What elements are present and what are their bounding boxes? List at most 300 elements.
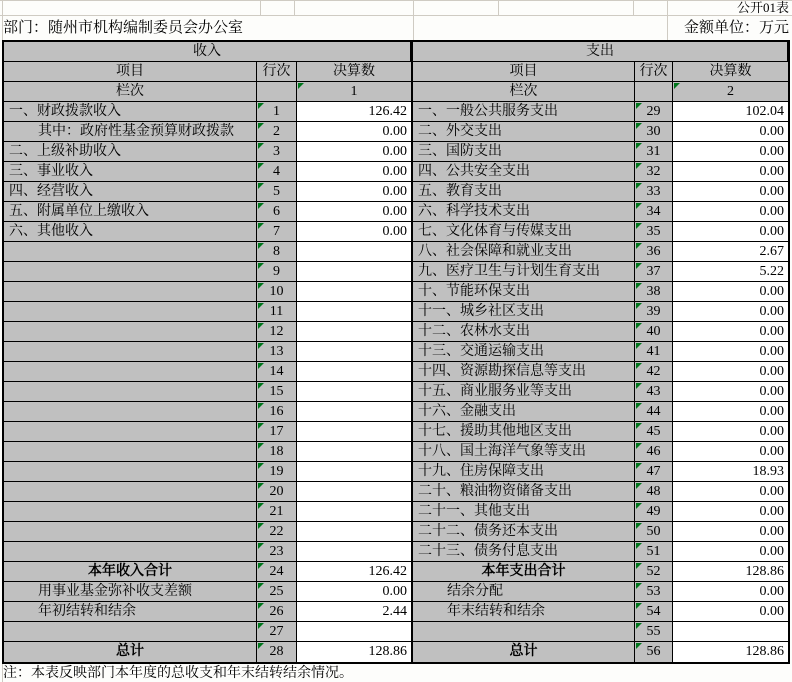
income-item-cell[interactable]: 四、经营收入 [4,182,257,202]
expense-line-number-cell[interactable] [635,462,673,482]
cell-error-indicator-icon [636,303,642,309]
line-number-text: 49 [646,504,661,519]
amount-unit-label: 金额单位：万元 [683,20,789,36]
income-item-cell[interactable] [4,622,257,642]
expense-amount-cell[interactable]: 5.22 [673,262,788,282]
expense-item-cell[interactable]: 二十二、债务还本支出 [413,522,635,542]
expense-amount-cell[interactable]: 0.00 [673,342,788,362]
line-number-text: 27 [269,624,284,639]
expense-item-cell[interactable]: 十四、资源勘探信息等支出 [413,362,635,382]
line-number-text: 41 [646,344,661,359]
cell-error-indicator-icon [258,643,264,649]
line-number-text: 17 [269,424,284,439]
expense-line-number-cell[interactable] [635,102,673,122]
gridline [413,0,414,40]
income-line-number-cell[interactable] [257,282,297,302]
expense-line-number-cell[interactable] [635,242,673,262]
income-item-cell[interactable] [4,302,257,322]
expense-item-cell[interactable]: 二、外交支出 [413,122,635,142]
income-amount-cell[interactable] [297,282,411,302]
income-line-number-cell[interactable] [257,482,297,502]
expense-item-cell[interactable]: 四、公共安全支出 [413,162,635,182]
expense-amount-cell[interactable]: 0.00 [673,362,788,382]
income-item-cell[interactable]: 用事业基金弥补收支差额 [4,582,257,602]
income-item-cell[interactable] [4,402,257,422]
expense-item-cell[interactable]: 二十一、其他支出 [413,502,635,522]
line-number-text: 32 [646,164,661,179]
cell-error-indicator-icon [636,323,642,329]
line-number-text: 29 [646,104,661,119]
income-item-cell[interactable] [4,262,257,282]
income-amount-cell[interactable]: 0.00 [297,222,411,242]
lan-value-text: 1 [350,84,358,99]
line-number-text: 11 [269,304,284,319]
cell-error-indicator-icon [636,263,642,269]
income-amount-cell[interactable]: 0.00 [297,162,411,182]
income-amount-cell[interactable] [297,262,411,282]
expense-line-number-cell[interactable] [635,142,673,162]
cell-error-indicator-icon [258,583,264,589]
income-line-number-cell[interactable] [257,142,297,162]
income-amount-cell[interactable] [297,462,411,482]
line-number-text: 19 [269,464,284,479]
income-line-number-cell[interactable] [257,642,297,662]
line-number-text: 43 [646,384,661,399]
line-number-text: 24 [269,564,284,579]
line-number-text: 38 [646,284,661,299]
income-item-cell[interactable] [4,542,257,562]
income-section-header[interactable]: 收入 [4,42,411,62]
expense-line-number-cell[interactable] [635,482,673,502]
income-item-cell[interactable]: 六、其他收入 [4,222,257,242]
income-amount-cell[interactable]: 126.42 [297,102,411,122]
expense-line-number-cell[interactable] [635,122,673,142]
expense-amount-cell[interactable]: 0.00 [673,482,788,502]
expense-line-number-cell[interactable] [635,602,673,622]
income-amount-cell[interactable] [297,362,411,382]
income-item-column-header[interactable]: 项目 [4,62,257,82]
expense-section-header[interactable]: 支出 [413,42,788,62]
cell-error-indicator-icon [258,563,264,569]
income-line-number-cell[interactable] [257,182,297,202]
expense-line-number-cell[interactable] [635,262,673,282]
expense-item-cell[interactable]: 三、国防支出 [413,142,635,162]
gridline [667,0,668,40]
line-number-text: 26 [269,604,284,619]
cell-error-indicator-icon [258,543,264,549]
line-number-text: 10 [269,284,284,299]
income-item-cell[interactable] [4,342,257,362]
line-number-text: 34 [646,204,661,219]
income-amount-cell[interactable]: 0.00 [297,582,411,602]
expense-line-number-cell[interactable] [635,402,673,422]
expense-line-number-cell[interactable] [635,282,673,302]
expense-amount-cell[interactable]: 0.00 [673,602,788,622]
expense-item-cell[interactable] [413,622,635,642]
income-item-cell[interactable] [4,442,257,462]
cell-error-indicator-icon [258,403,264,409]
line-number-text: 16 [269,404,284,419]
expense-lan-empty-cell[interactable] [635,82,673,102]
cell-error-indicator-icon [258,503,264,509]
expense-amount-cell[interactable]: 0.00 [673,382,788,402]
income-amount-cell[interactable]: 0.00 [297,202,411,222]
expense-lan-label-cell[interactable]: 栏次 [413,82,635,102]
cell-error-indicator-icon [636,583,642,589]
cell-error-indicator-icon [258,383,264,389]
income-line-number-cell[interactable] [257,242,297,262]
income-lan-value-cell[interactable] [297,82,411,102]
table-footnote: 注：本表反映部门本年度的总收支和年末结转结余情况。 [3,666,353,681]
line-number-text: 12 [269,324,284,339]
expense-amount-cell[interactable]: 0.00 [673,522,788,542]
expense-item-column-header[interactable]: 项目 [413,62,635,82]
income-item-cell[interactable]: 本年收入合计 [4,562,257,582]
income-line-number-cell[interactable] [257,222,297,242]
expense-line-number-cell[interactable] [635,302,673,322]
cell-error-indicator-icon [258,323,264,329]
line-number-text: 15 [269,384,284,399]
expense-line-number-cell[interactable] [635,542,673,562]
cell-error-indicator-icon [258,103,264,109]
cell-error-indicator-icon [636,363,642,369]
income-line-number-cell[interactable] [257,102,297,122]
expense-item-cell[interactable]: 十五、商业服务业等支出 [413,382,635,402]
cell-error-indicator-icon [636,463,642,469]
line-number-text: 6 [273,204,280,219]
expense-item-cell[interactable]: 七、文化体育与传媒支出 [413,222,635,242]
income-table [4,42,413,662]
income-line-number-cell[interactable] [257,502,297,522]
cell-error-indicator-icon [636,623,642,629]
income-item-cell[interactable] [4,282,257,302]
cell-error-indicator-icon [636,243,642,249]
expense-item-cell[interactable]: 二十三、债务付息支出 [413,542,635,562]
income-lan-empty-cell[interactable] [257,82,297,102]
cell-error-indicator-icon [258,223,264,229]
income-amount-cell[interactable]: 0.00 [297,182,411,202]
expense-line-number-cell[interactable] [635,522,673,542]
income-amount-cell[interactable] [297,322,411,342]
income-item-cell[interactable] [4,242,257,262]
cell-error-indicator-icon [258,263,264,269]
line-number-text: 7 [273,224,280,239]
cell-error-indicator-icon [636,283,642,289]
expense-item-cell[interactable]: 十八、国土海洋气象等支出 [413,442,635,462]
income-item-cell[interactable] [4,362,257,382]
line-number-text: 46 [646,444,661,459]
cell-error-indicator-icon [258,623,264,629]
line-number-text: 14 [269,364,284,379]
cell-error-indicator-icon [258,483,264,489]
cell-error-indicator-icon [258,463,264,469]
expense-item-cell[interactable]: 十、节能环保支出 [413,282,635,302]
expense-table [413,42,788,662]
gridline [633,0,634,15]
income-line-number-cell[interactable] [257,402,297,422]
cell-error-indicator-icon [258,343,264,349]
line-number-text: 42 [646,364,661,379]
line-number-text: 52 [646,564,661,579]
income-amount-cell[interactable]: 2.44 [297,602,411,622]
cell-error-indicator-icon [258,523,264,529]
income-item-cell[interactable]: 三、事业收入 [4,162,257,182]
line-number-text: 22 [269,524,284,539]
line-number-text: 31 [646,144,661,159]
expense-item-cell[interactable]: 一、一般公共服务支出 [413,102,635,122]
income-amount-cell[interactable] [297,342,411,362]
expense-line-number-cell[interactable] [635,422,673,442]
line-number-text: 53 [646,584,661,599]
line-number-text: 4 [273,164,280,179]
expense-amount-cell[interactable]: 0.00 [673,442,788,462]
expense-amount-cell[interactable]: 0.00 [673,322,788,342]
line-number-text: 21 [269,504,284,519]
line-number-text: 33 [646,184,661,199]
expense-amount-cell[interactable]: 0.00 [673,162,788,182]
income-item-cell[interactable] [4,462,257,482]
expense-amount-cell[interactable]: 0.00 [673,142,788,162]
expense-amount-cell[interactable]: 0.00 [673,302,788,322]
expense-line-number-cell[interactable] [635,182,673,202]
income-line-number-cell[interactable] [257,582,297,602]
expense-item-cell[interactable]: 本年支出合计 [413,562,635,582]
income-line-number-cell[interactable] [257,622,297,642]
cell-error-indicator-icon [636,223,642,229]
line-number-text: 51 [646,544,661,559]
income-line-number-cell[interactable] [257,342,297,362]
expense-line-number-cell[interactable] [635,222,673,242]
expense-item-cell[interactable]: 结余分配 [413,582,635,602]
income-amount-cell[interactable] [297,522,411,542]
income-line-number-cell[interactable] [257,122,297,142]
income-lan-label-cell[interactable]: 栏次 [4,82,257,102]
line-number-text: 30 [646,124,661,139]
cell-error-indicator-icon [258,143,264,149]
income-line-number-cell[interactable] [257,322,297,342]
cell-error-indicator-icon [258,363,264,369]
line-number-text: 20 [269,484,284,499]
cell-error-indicator-icon [636,563,642,569]
line-number-text: 45 [646,424,661,439]
income-item-cell[interactable]: 二、上级补助收入 [4,142,257,162]
expense-line-number-cell[interactable] [635,342,673,362]
line-number-text: 54 [646,604,661,619]
cell-error-indicator-icon [636,203,642,209]
income-line-number-cell[interactable] [257,422,297,442]
line-number-text: 35 [646,224,661,239]
expense-line-number-cell[interactable] [635,562,673,582]
expense-amount-cell[interactable] [673,622,788,642]
expense-item-cell[interactable]: 六、科学技术支出 [413,202,635,222]
expense-item-cell[interactable]: 八、社会保障和就业支出 [413,242,635,262]
income-amount-cell[interactable] [297,422,411,442]
expense-amount-cell[interactable]: 2.67 [673,242,788,262]
income-item-cell[interactable]: 总计 [4,642,257,662]
expense-line-number-cell[interactable] [635,502,673,522]
cell-error-indicator-icon [636,603,642,609]
cell-error-indicator-icon [258,123,264,129]
line-number-text: 55 [646,624,661,639]
income-item-cell[interactable]: 五、附属单位上缴收入 [4,202,257,222]
expense-amount-cell[interactable]: 0.00 [673,422,788,442]
line-number-text: 36 [646,244,661,259]
income-line-number-cell[interactable] [257,262,297,282]
expense-amount-cell[interactable]: 128.86 [673,562,788,582]
department-title: 部门：随州市机构编制委员会办公室 [3,20,244,36]
cell-error-indicator-icon [636,503,642,509]
expense-line-number-cell[interactable] [635,642,673,662]
income-line-number-cell[interactable] [257,302,297,322]
expense-amount-cell[interactable]: 0.00 [673,582,788,602]
expense-amount-cell[interactable]: 18.93 [673,462,788,482]
line-number-text: 44 [646,404,661,419]
cell-error-indicator-icon [636,523,642,529]
income-amount-cell[interactable] [297,502,411,522]
cell-error-indicator-icon [636,183,642,189]
expense-item-cell[interactable]: 十六、金融支出 [413,402,635,422]
income-item-cell[interactable] [4,322,257,342]
cell-error-indicator-icon [636,483,642,489]
income-amount-cell[interactable] [297,442,411,462]
income-item-cell[interactable]: 一、财政拨款收入 [4,102,257,122]
expense-item-cell[interactable]: 十一、城乡社区支出 [413,302,635,322]
income-line-number-cell[interactable] [257,362,297,382]
line-number-text: 39 [646,304,661,319]
gridline [294,0,295,15]
income-item-cell[interactable] [4,382,257,402]
line-number-text: 13 [269,344,284,359]
income-line-number-cell[interactable] [257,562,297,582]
cell-error-indicator-icon [258,183,264,189]
income-line-number-cell[interactable] [257,522,297,542]
expense-item-cell[interactable]: 十三、交通运输支出 [413,342,635,362]
expense-lan-value-cell[interactable] [673,82,788,102]
expense-item-cell[interactable]: 九、医疗卫生与计划生育支出 [413,262,635,282]
cell-error-indicator-icon [636,163,642,169]
income-amount-cell[interactable]: 126.42 [297,562,411,582]
income-amount-cell[interactable] [297,302,411,322]
gridline [498,0,499,15]
income-line-number-cell[interactable] [257,202,297,222]
expense-line-number-cell[interactable] [635,442,673,462]
expense-item-cell[interactable]: 二十、粮油物资储备支出 [413,482,635,502]
gridline [0,0,792,1]
income-line-number-cell[interactable] [257,382,297,402]
cell-error-indicator-icon [674,83,680,89]
expense-line-number-cell[interactable] [635,382,673,402]
expense-amount-cell[interactable]: 0.00 [673,282,788,302]
expense-amount-cell[interactable]: 128.86 [673,642,788,662]
expense-amount-cell[interactable]: 0.00 [673,502,788,522]
line-number-text: 56 [646,644,661,659]
expense-item-cell[interactable]: 总计 [413,642,635,662]
income-amount-cell[interactable]: 128.86 [297,642,411,662]
income-line-number-cell[interactable] [257,162,297,182]
cell-error-indicator-icon [258,603,264,609]
expense-item-cell[interactable]: 十二、农林水支出 [413,322,635,342]
income-line-number-cell[interactable] [257,542,297,562]
cell-error-indicator-icon [636,383,642,389]
income-amount-cell[interactable] [297,242,411,262]
line-number-text: 18 [269,444,284,459]
income-line-number-cell[interactable] [257,602,297,622]
line-number-text: 5 [273,184,280,199]
expense-item-cell[interactable]: 五、教育支出 [413,182,635,202]
cell-error-indicator-icon [636,643,642,649]
expense-item-cell[interactable]: 十七、援助其他地区支出 [413,422,635,442]
expense-amount-cell[interactable]: 0.00 [673,182,788,202]
income-amount-cell[interactable] [297,622,411,642]
lan-value-text: 2 [727,84,734,99]
income-item-cell[interactable] [4,522,257,542]
expense-item-cell[interactable]: 年末结转和结余 [413,602,635,622]
cell-error-indicator-icon [636,403,642,409]
cell-error-indicator-icon [636,343,642,349]
cell-error-indicator-icon [258,163,264,169]
income-amount-cell[interactable] [297,482,411,502]
income-item-cell[interactable] [4,502,257,522]
line-number-text: 37 [646,264,661,279]
expense-line-number-cell[interactable] [635,202,673,222]
income-amount-cell[interactable] [297,402,411,422]
line-number-text: 9 [273,264,280,279]
income-amount-column-header[interactable]: 决算数 [297,62,411,82]
expense-amount-cell[interactable]: 0.00 [673,542,788,562]
line-number-text: 1 [273,104,280,119]
line-number-text: 23 [269,544,284,559]
line-number-text: 3 [273,144,280,159]
income-item-cell[interactable]: 年初结转和结余 [4,602,257,622]
expense-line-number-cell[interactable] [635,622,673,642]
cell-error-indicator-icon [258,443,264,449]
expense-amount-cell[interactable]: 0.00 [673,202,788,222]
cell-error-indicator-icon [636,543,642,549]
expense-amount-column-header[interactable]: 决算数 [673,62,788,82]
line-number-text: 48 [646,484,661,499]
expense-line-number-cell[interactable] [635,322,673,342]
income-line-number-cell[interactable] [257,442,297,462]
expense-amount-cell[interactable]: 0.00 [673,222,788,242]
income-amount-cell[interactable] [297,382,411,402]
income-item-cell[interactable] [4,482,257,502]
cell-error-indicator-icon [636,443,642,449]
expense-line-number-cell[interactable] [635,582,673,602]
income-amount-cell[interactable] [297,542,411,562]
income-line-column-header[interactable]: 行次 [257,62,297,82]
income-amount-cell[interactable]: 0.00 [297,142,411,162]
expense-item-cell[interactable]: 十九、住房保障支出 [413,462,635,482]
cell-error-indicator-icon [636,103,642,109]
cell-error-indicator-icon [636,143,642,149]
expense-line-number-cell[interactable] [635,162,673,182]
cell-error-indicator-icon [258,283,264,289]
expense-amount-cell[interactable]: 0.00 [673,402,788,422]
cell-error-indicator-icon [258,203,264,209]
expense-amount-cell[interactable]: 102.04 [673,102,788,122]
cell-error-indicator-icon [298,83,304,89]
line-number-text: 47 [646,464,661,479]
line-number-text: 40 [646,324,661,339]
income-item-cell[interactable]: 其中：政府性基金预算财政拨款 [4,122,257,142]
cell-error-indicator-icon [258,423,264,429]
income-line-number-cell[interactable] [257,462,297,482]
expense-amount-cell[interactable]: 0.00 [673,122,788,142]
income-item-cell[interactable] [4,422,257,442]
expense-line-column-header[interactable]: 行次 [635,62,673,82]
income-amount-cell[interactable]: 0.00 [297,122,411,142]
expense-line-number-cell[interactable] [635,362,673,382]
